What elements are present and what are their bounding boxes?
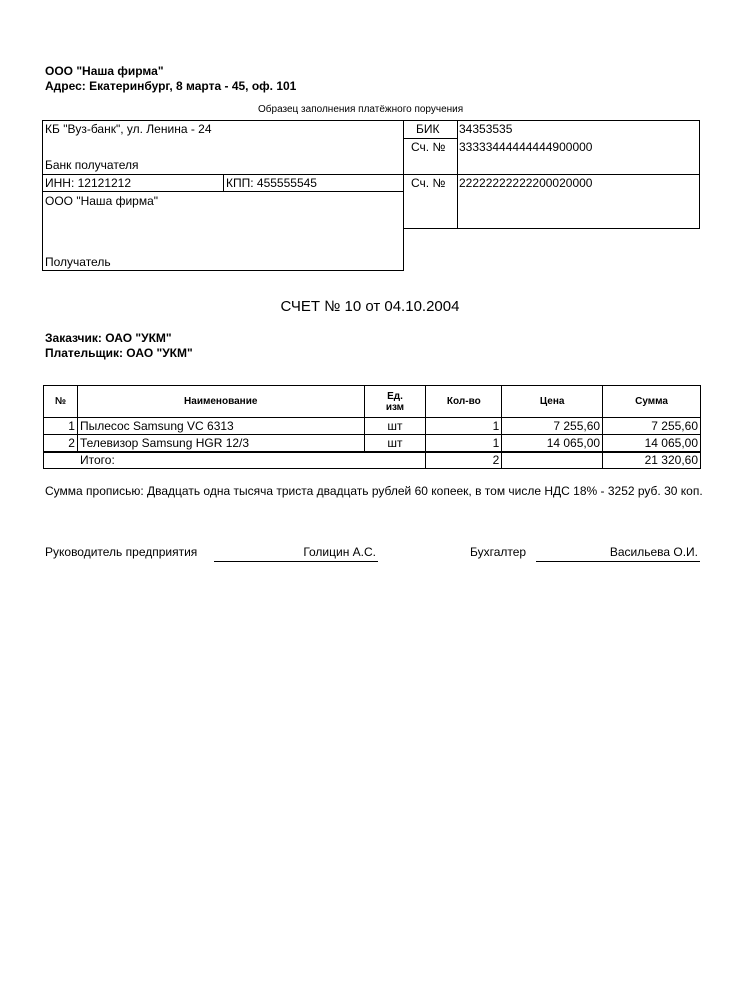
row-qty: 1 (426, 418, 502, 435)
box-line (403, 138, 458, 139)
header-unit (364, 386, 426, 418)
customer: Заказчик: ОАО "УКМ" (45, 331, 172, 345)
box-line (42, 174, 700, 175)
recipient-name: ООО "Наша фирма" (45, 194, 159, 208)
company-header (45, 64, 296, 94)
payment-sample-caption: Образец заполнения платёжного поручения (258, 104, 464, 115)
bank-name: КБ "Вуз-банк", ул. Ленина - 24 (45, 122, 212, 136)
row-name: Телевизор Samsung HGR 12/3 (77, 435, 364, 452)
row-sum: 14 065,00 (603, 435, 701, 452)
box-line (223, 174, 224, 192)
total-qty: 2 (426, 452, 502, 469)
row-price: 7 255,60 (502, 418, 603, 435)
accountant-name: Васильева О.И. (609, 545, 698, 559)
header-name: Наименование (77, 386, 364, 418)
table-row (44, 435, 701, 452)
table-row (44, 418, 701, 435)
sum-in-words: Сумма прописью: Двадцать одна тысяча триста двадцать рублей 60 копеек, в том числе НДС 18% - 3252 руб. 30 коп. (45, 484, 703, 498)
header-price: Цена (502, 386, 603, 418)
box-line (403, 120, 404, 271)
header-unit-line2: изм (385, 401, 405, 413)
kpp-value: КПП: 455555545 (226, 176, 317, 190)
row-price: 14 065,00 (502, 435, 603, 452)
bank-label: Банк получателя (45, 158, 139, 172)
recipient-label: Получатель (45, 255, 111, 269)
box-line (699, 120, 700, 229)
corr-account-label: Сч. № (411, 140, 446, 154)
accountant-signature-line (536, 561, 700, 562)
total-price-empty (502, 452, 603, 469)
director-label: Руководитель предприятия (45, 545, 198, 559)
bik-label: БИК (416, 122, 440, 136)
invoice-title: СЧЕТ № 10 от 04.10.2004 (280, 298, 460, 315)
account-label: Сч. № (411, 176, 446, 190)
total-label: Итого: (44, 452, 426, 469)
row-unit: шт (364, 418, 426, 435)
company-name: ООО "Наша фирма" (45, 64, 164, 78)
corr-account-value: 33333444444444900000 (459, 140, 593, 154)
director-name: Голицин А.С. (303, 545, 376, 559)
box-line (457, 120, 458, 229)
box-line (42, 120, 700, 121)
row-name: Пылесос Samsung VC 6313 (77, 418, 364, 435)
payer: Плательщик: ОАО "УКМ" (45, 346, 193, 360)
total-sum: 21 320,60 (603, 452, 701, 469)
header-num: № (44, 386, 78, 418)
account-value: 22222222222200020000 (459, 176, 593, 190)
box-line (42, 270, 404, 271)
row-num: 2 (44, 435, 78, 452)
header-sum: Сумма (603, 386, 701, 418)
header-unit-line1: Ед. (387, 390, 403, 402)
inn-value: ИНН: 12121212 (45, 176, 132, 190)
header-qty: Кол-во (426, 386, 502, 418)
box-line (403, 228, 700, 229)
box-line (42, 120, 43, 271)
bik-value: 34353535 (459, 122, 513, 136)
items-table (43, 385, 701, 469)
row-qty: 1 (426, 435, 502, 452)
company-address: Адрес: Екатеринбург, 8 марта - 45, оф. 101 (45, 79, 297, 93)
director-signature-line (214, 561, 378, 562)
total-row (44, 452, 701, 469)
row-num: 1 (44, 418, 78, 435)
table-header-row (44, 386, 701, 418)
parties-block (45, 331, 193, 361)
row-sum: 7 255,60 (603, 418, 701, 435)
accountant-label: Бухгалтер (470, 545, 527, 559)
row-unit: шт (364, 435, 426, 452)
